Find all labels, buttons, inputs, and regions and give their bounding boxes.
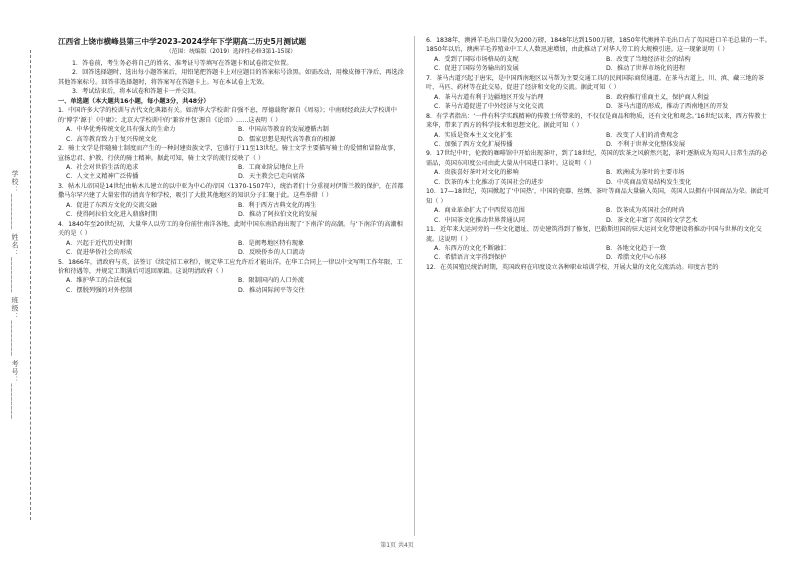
binding-line bbox=[30, 50, 31, 520]
answer-option: C．中国茶文化推动世界普通认同 bbox=[434, 216, 525, 224]
option-group bbox=[58, 239, 404, 258]
notes bbox=[58, 59, 404, 97]
option-group bbox=[426, 131, 772, 150]
question bbox=[58, 106, 404, 144]
answer-option: C．人文主义精神广泛传播 bbox=[66, 173, 139, 181]
answer-option: B．是闽粤地区特有现象 bbox=[238, 239, 305, 247]
question-stem: 11．近年来大运河旁的一些文化遗址、历史建筑得到了修复，巴勒斯坦国的驻大运河文化带建设将推动中国与世界的文化交流。这说明（ ） bbox=[426, 226, 762, 243]
answer-option: C．使得阿拉伯文化进入鼎盛时期 bbox=[66, 211, 157, 219]
answer-option: A．受到了国际市场格局的支配 bbox=[434, 55, 519, 63]
question-stem: 8．有学者指出：‘一件有科学实践精神的传教士所带来的，不仅仅是商品和物质，还有文化和观念。’16世纪以来，西方传教士来华，带来了西方的科学技术和思想文化。据此可知（ ） bbox=[426, 112, 767, 130]
answer-option: A．贵族喜好茶叶对文化的影响 bbox=[434, 169, 519, 177]
answer-option: D．茶文化丰富了英国的文学艺术 bbox=[606, 216, 698, 224]
answer-option: D．推动国际间平等交往 bbox=[238, 286, 305, 294]
question bbox=[58, 182, 404, 220]
note-2: 2．回答选择题时，选出每小题答案后，用铅笔把答题卡上对应题目的答案标号涂黑。如需改动，用橡皮擦干净后，再选涂其他答案标号。回答非选择题时，将答案写在答题卡上。写在本试卷上无效。 bbox=[58, 69, 404, 86]
option-group bbox=[426, 244, 772, 263]
student-info-strip: 学校：________ 姓名：________ 班级：________ 考号：________ bbox=[11, 170, 19, 420]
left-column bbox=[58, 36, 404, 295]
answer-option: A．商业革命扩大了中西贸易范围 bbox=[434, 207, 525, 215]
answer-option: C．促进了国际劳务输出的发展 bbox=[434, 65, 519, 73]
right-question-list bbox=[426, 36, 772, 272]
question bbox=[426, 149, 772, 187]
option-group bbox=[426, 93, 772, 112]
answer-option: C．摆脱列强的对外控制 bbox=[66, 286, 133, 294]
answer-option: B．工商业阶层地位上升 bbox=[238, 163, 305, 171]
answer-option: C．高等教育致力于复兴传统文化 bbox=[66, 135, 157, 143]
note-3: 3．考试结束后，将本试卷和答题卡一并交回。 bbox=[72, 88, 200, 96]
note-1: 1．答卷前，考生务必将自己的姓名、准考证号等填写在答题卡和试卷指定位置。 bbox=[72, 60, 293, 67]
answer-option: D．中英商品贸易结构发生变化 bbox=[606, 178, 692, 186]
answer-option: C．促进华侨社会的形成 bbox=[66, 249, 133, 257]
question-stem: 5．1866年，清政府与英、法签订《续定招工章程》，规定华工应允许后才能出洋。在华工合同上一律以中文写明工作年限、工价和待遇等，并规定工期满后可返回原籍。这说明清政府（ ） bbox=[58, 258, 403, 275]
answer-option: D．推动了世界市场化的进程 bbox=[606, 65, 686, 73]
answer-option: A．维护华工的合法权益 bbox=[66, 277, 133, 285]
option-group bbox=[426, 168, 772, 187]
answer-option: C．加强了西方文化扩展传播 bbox=[434, 140, 513, 148]
page-footer: 第1页 共4页 bbox=[380, 542, 414, 549]
option-group bbox=[58, 163, 404, 182]
answer-option: D．希腊文化中心东移 bbox=[606, 254, 667, 262]
answer-option: B．各地文化趋于一致 bbox=[606, 244, 666, 252]
left-question-list bbox=[58, 106, 404, 295]
question bbox=[58, 144, 404, 182]
question-stem: 4．1840年至20世纪初，大量华人以劳工的身份前往南洋各地，此时中国东南沿海出现了‘下南洋’的高潮。与‘下南洋’的高潮相关的是（ ） bbox=[58, 220, 403, 238]
answer-option: B．改变了人们的消费观念 bbox=[606, 131, 679, 139]
answer-option: B．利于西方古典文化的再生 bbox=[238, 201, 317, 209]
question bbox=[426, 112, 772, 150]
answer-option: B．欧洲成为茶叶的主要市场 bbox=[606, 169, 685, 177]
binding-margin bbox=[2, 30, 42, 530]
answer-option: A．中华优秀传统文化具有强大的生命力 bbox=[66, 126, 176, 134]
answer-option: C．饮茶的本土化推动了英国社会的进步 bbox=[434, 178, 544, 186]
answer-option: C．茶马古道促进了中外经济与文化交流 bbox=[434, 103, 544, 111]
question bbox=[426, 263, 772, 272]
question-stem: 6．1838年，澳洲羊毛出口量仅为200万磅，1848年达到1500万磅，1850年代澳洲羊毛出口占了英国进口羊毛总量的一半。1850年以后，澳洲羊毛养殖业中工人人数迅速增加，由此推动了对华人劳工的大规模引进。这一现象说明（ ） bbox=[426, 37, 771, 54]
question bbox=[426, 187, 772, 225]
answer-option: A．东西方的文化不断融汇 bbox=[434, 244, 507, 252]
answer-option: D．天主教会已走向衰落 bbox=[238, 173, 305, 181]
question bbox=[426, 74, 772, 112]
exam-subtitle: （范围：统编版（2019）选择性必修3第1-15课） bbox=[165, 49, 297, 55]
question-stem: 2．骑士文学是伴随骑士制度而产生的一种封建贵族文学，它盛行于11至13世纪。骑士文学主要描写骑士的爱情和冒险故事，宣扬忠君、护教、行侠的骑士精神。据此可知，骑士文学的流行反映了（ ） bbox=[58, 145, 400, 162]
answer-option: A．促进了东西方文化的交流交融 bbox=[66, 201, 157, 209]
answer-option: C．希腊语言文字得到保护 bbox=[434, 254, 507, 262]
question bbox=[426, 36, 772, 74]
answer-option: B．限制国内的人口外流 bbox=[238, 277, 305, 285]
question-stem: 3．帖木儿帝国是14世纪由帖木儿建立的以中亚为中心的帝国（1370-1507年），统治者们十分重视对伊斯兰教的保护，在首都撒马尔罕兴建了大量宏伟的清真寺和学校，吸引了大批其他地区的知识分子汇聚于此。这些举措（ ） bbox=[58, 182, 404, 200]
question-stem: 10．17—18世纪，英国掀起了‘中国热’，中国的瓷器、丝绸、茶叶等商品大量输入英国，英国人以拥有中国商品为荣。据此可知（ ） bbox=[426, 188, 770, 205]
answer-option: D．茶马古道的形成，推动了西南地区的开发 bbox=[606, 103, 729, 111]
question-stem: 7．茶马古道兴起于唐宋，是中国西南地区以马帮为主要交通工具的民间国际商贸通道。在茶马古道上，川、滇、藏三地的茶叶、马匹、药材等在此交易，促进了经济和文化的交流。据此可知（ ） bbox=[426, 74, 765, 92]
option-group bbox=[426, 206, 772, 225]
answer-option: D．推动了阿拉伯文化的发展 bbox=[238, 211, 318, 219]
answer-option: A．茶马古道有利于边疆地区开发与治理 bbox=[434, 93, 544, 101]
exam-title: 江西省上饶市横峰县第三中学2023-2024学年下学期高二历史5月测试题 bbox=[58, 37, 307, 46]
option-group bbox=[58, 276, 404, 295]
answer-option: D．儒家思想是现代高等教育的根源 bbox=[238, 135, 336, 143]
option-group bbox=[58, 201, 404, 220]
option-group bbox=[58, 125, 404, 144]
answer-option: B．中国高等教育的发展遵循古制 bbox=[238, 126, 329, 134]
option-group bbox=[426, 55, 772, 74]
right-column bbox=[426, 36, 772, 272]
answer-option: A．社会对世俗生活的追求 bbox=[66, 163, 139, 171]
question bbox=[58, 258, 404, 296]
answer-option: B．政府推行重商主义，保护商人利益 bbox=[606, 93, 710, 101]
answer-option: A．实质是资本主义文化扩张 bbox=[434, 131, 513, 139]
answer-option: A．兴起于近代历史时期 bbox=[66, 239, 133, 247]
question bbox=[426, 225, 772, 263]
answer-option: B．饮茶成为英国社会的时尚 bbox=[606, 207, 685, 215]
section-heading: 一、单选题（本大题共16小题，每小题3分，共48分） bbox=[58, 97, 210, 105]
answer-option: B．改变了当地经济社会的结构 bbox=[606, 55, 691, 63]
column-divider bbox=[414, 36, 415, 536]
answer-option: D．不利于世界文化整体发展 bbox=[606, 140, 686, 148]
question-stem: 9．17世纪中叶，伦敦的咖啡馆中开始出现茶叶，到了18世纪，英国的饮茶之风蔚然兴起，茶叶逐渐成为英国人日常生活的必需品，英国东印度公司由此大量从中国进口茶叶。这说明（ ） bbox=[426, 150, 768, 167]
question bbox=[58, 220, 404, 258]
answer-option: D．反映侨乡的人口流动 bbox=[238, 249, 305, 257]
question-stem: 12．在英国殖民统治时期，英国政府在印度设立各种职业培训学校，开展大量的文化交流活动。印度古老的 bbox=[426, 263, 719, 271]
question-stem: 1．中国许多大学的校训与古代文化典籍有关。如清华大学校训‘自强不息，厚德载物’源自《周易》；中南财经政法大学校训中的‘博学’源于《中庸》；北京大学校训中的‘兼容并包’源自《论语》……这表明（ ） bbox=[58, 107, 397, 124]
